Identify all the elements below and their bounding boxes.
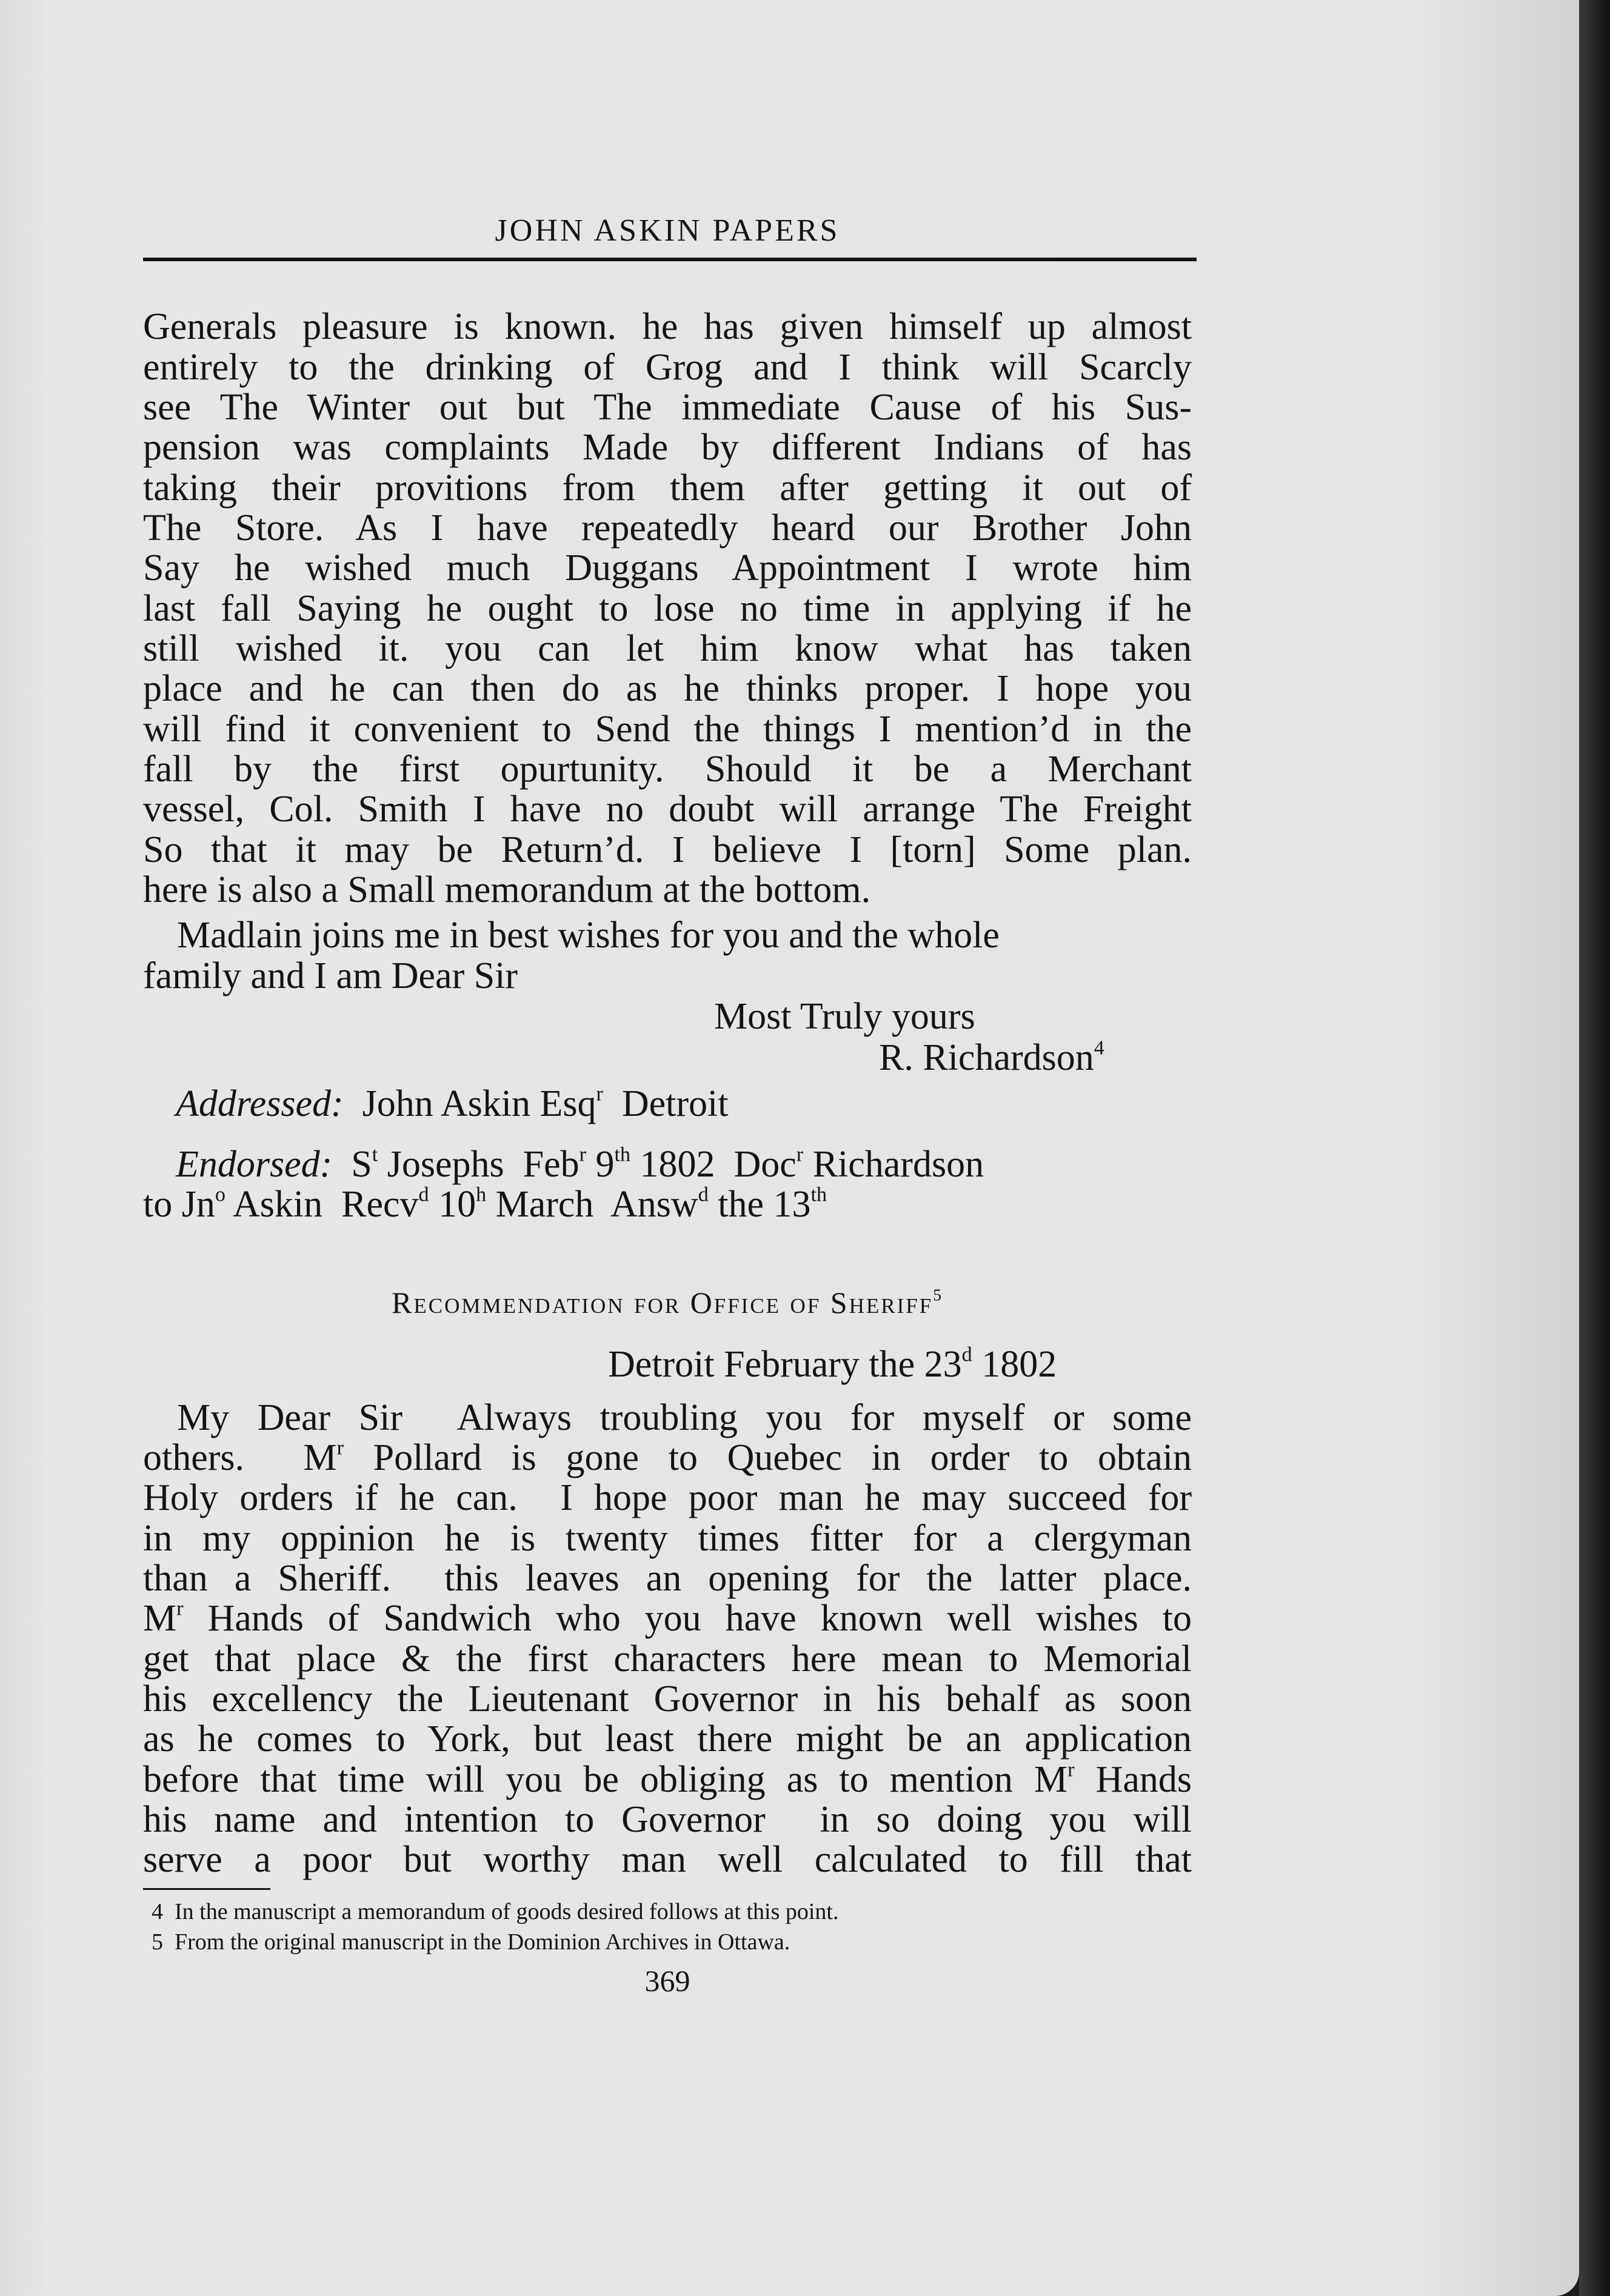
text-line: Generals pleasure is known. he has given himself up almost (143, 306, 1192, 347)
text-line: So that it may be Return’d. I believe I [torn] Some plan. (143, 829, 1192, 870)
closing-line: family and I am Dear Sir (143, 955, 518, 996)
text-line: than a Sheriff. this leaves an opening for the latter place. (143, 1558, 1192, 1599)
text-line: as he comes to York, but least there might be an application (143, 1718, 1192, 1760)
text-line: taking their provitions from them after getting it out of (143, 467, 1192, 509)
valediction: Most Truly yours (714, 996, 975, 1037)
footnote-ref: 4 (1094, 1036, 1104, 1060)
scan-edge-shadow (1579, 0, 1610, 2296)
endorsed-text: $S^t$ Josephs Feb$^r$ 9th 1802 Doc$^r$ Richardson (351, 1143, 984, 1185)
text-line: before that time will you be obliging as to mention $M^r$ Hands (143, 1758, 1192, 1800)
text-line: serve a poor but worthy man well calculated to fill that (143, 1839, 1192, 1880)
footnote-rule (143, 1888, 270, 1890)
text-line: place and he can then do as he thinks proper. I hope you (143, 668, 1192, 709)
text-line: entirely to the drinking of Grog and I think will Scarcly (143, 347, 1192, 388)
text-line: his name and intention to Governor in so doing you will (143, 1799, 1192, 1840)
addressed-place: Detroit (621, 1083, 729, 1124)
text-line: fall by the first opurtunity. Should it be a Merchant (143, 749, 1192, 790)
endorsed-label: Endorsed: (176, 1144, 333, 1185)
text-line: Holy orders if he can. I hope poor man he may succeed for (143, 1477, 1192, 1518)
text-line: see The Winter out but The immediate Cause of his Sus- (143, 387, 1192, 428)
text-line: will find it convenient to Send the things I mention’d in the (143, 709, 1192, 750)
header-rule (143, 258, 1197, 261)
text-line: in my oppinion he is twenty times fitter for a clergyman (143, 1518, 1192, 1559)
text-line: here is also a Small memorandum at the bottom. (143, 869, 871, 910)
addressed-label: Addressed: (176, 1083, 344, 1124)
footnote: 4 In the manuscript a memorandum of goods desired follows at this point. (152, 1899, 839, 1924)
signature (879, 1036, 1104, 1078)
footnote: 5 From the original manuscript in the Dominion Archives in Ottawa. (152, 1929, 790, 1955)
text-line: My Dear Sir Always troubling you for myself or some (177, 1397, 1192, 1438)
text-line: his excellency the Lieutenant Governor in his behalf as soon (143, 1678, 1192, 1720)
addressed-line: Addressed: John Askin Esq$^r$ Detroit (176, 1083, 729, 1124)
text-line: still wished it. you can let him know what has taken (143, 628, 1192, 669)
endorsed-line-2: to Jn$^o$ Askin Recv$^d$ 10$^h$ March Answ$^d$ the 13th (143, 1183, 827, 1225)
text-line: get that place & the first characters here mean to Memorial (143, 1638, 1192, 1680)
addressed-name: John Askin Esq (362, 1083, 596, 1124)
section-heading: Recommendation for Office of Sheriff$^5$ (392, 1285, 943, 1320)
signature-name: R. Richardson (879, 1037, 1094, 1078)
closing-line: Madlain joins me in best wishes for you and the whole (177, 915, 1000, 956)
page-number: 369 (644, 1964, 690, 1998)
text-line: vessel, Col. Smith I have no doubt will arrange The Freight (143, 789, 1192, 830)
text-line: Say he wished much Duggans Appointment I wrote him (143, 547, 1192, 589)
text-line: pension was complaints Made by different Indians of has (143, 427, 1192, 468)
text-line: last fall Saying he ought to lose no time in applying if he (143, 588, 1192, 629)
text-line: $M^r$ Hands of Sandwich who you have known well wishes to (143, 1597, 1192, 1639)
endorsed-line-1 (176, 1143, 984, 1185)
dateline: Detroit February the 23$^d$ 1802 (608, 1343, 1057, 1385)
running-head: JOHN ASKIN PAPERS (495, 213, 840, 248)
footnote-ref: 5 (933, 1285, 943, 1304)
text-line: The Store. As I have repeatedly heard our Brother John (143, 507, 1192, 549)
text-line: others. $M^r$ Pollard is gone to Quebec in order to obtain (143, 1437, 1192, 1478)
